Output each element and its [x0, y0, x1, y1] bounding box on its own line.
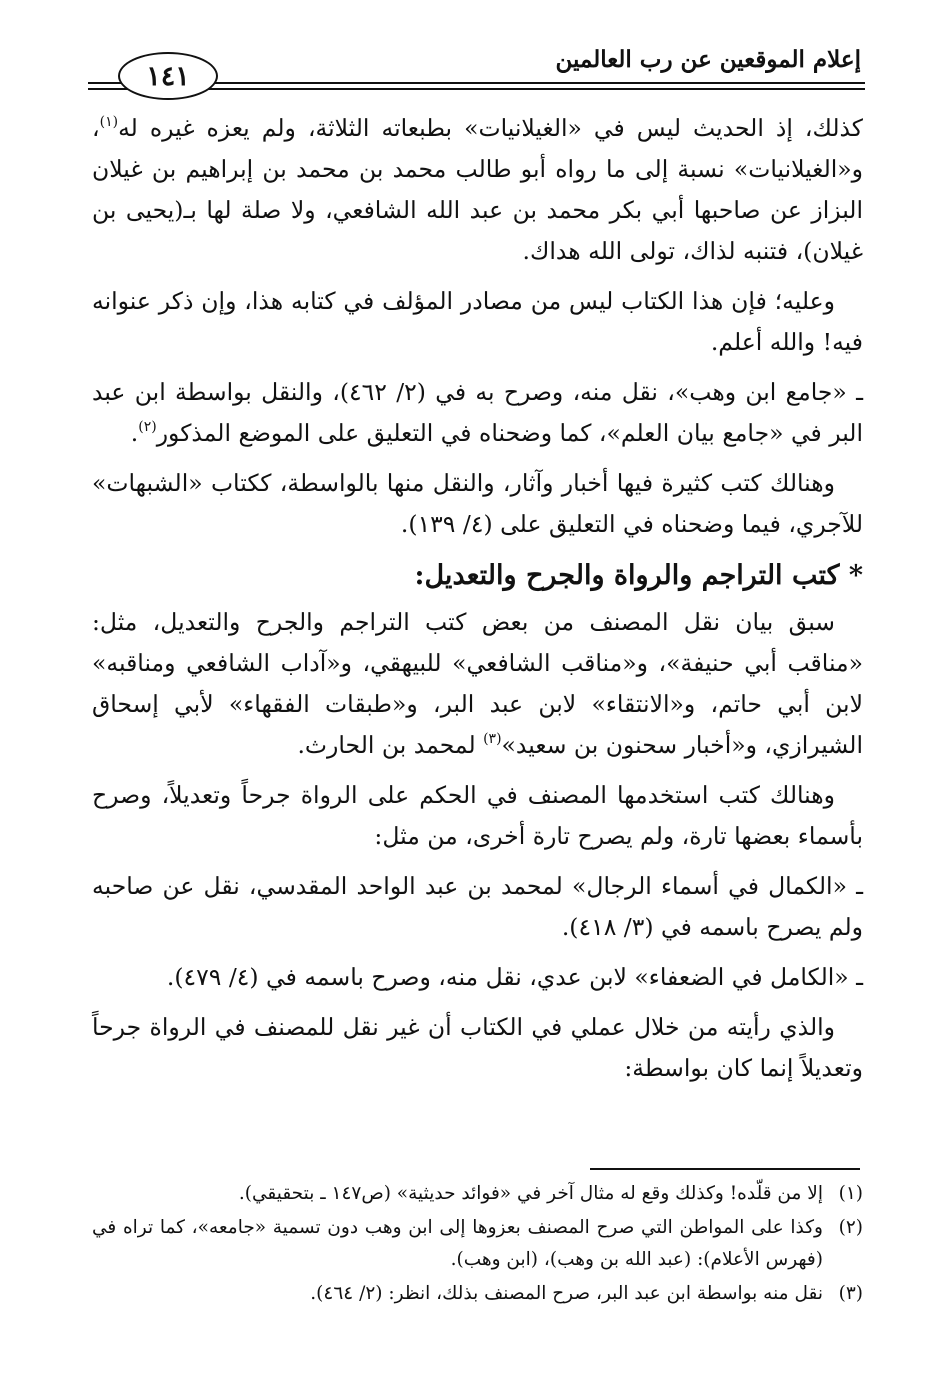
paragraph-text: . — [130, 419, 139, 447]
paragraph: ـ «الكمال في أسماء الرجال» لمحمد بن عبد الواحد المقدسي، نقل عن صاحبه ولم يصرح باسمه في (٣/ ٤١٨). — [92, 872, 863, 941]
footnote-ref: (١) — [99, 114, 119, 130]
paragraph — [92, 602, 863, 766]
main-text — [92, 108, 863, 1098]
paragraph-text: لمحمد بن الحارث. — [297, 731, 484, 759]
paragraph: وعليه؛ فإن هذا الكتاب ليس من مصادر المؤلف في كتابه هذا، وإن ذكر عنوانه فيه! والله أعلم. — [92, 287, 863, 356]
footnotes — [92, 1178, 863, 1312]
paragraph: وهنالك كتب كثيرة فيها أخبار وآثار، والنقل منها بالواسطة، ككتاب «الشبهات» للآجري، فيما وضحناه في التعليق على (٤/ ١٣٩). — [92, 469, 863, 538]
footnote-separator — [590, 1168, 860, 1170]
section-heading: * كتب التراجم والرواة والجرح والتعديل: — [414, 560, 863, 591]
footnote — [92, 1278, 863, 1310]
paragraph-text: سبق بيان نقل المصنف من بعض كتب التراجم والجرح والتعديل، مثل: «مناقب أبي حنيفة»، و«مناقب الشافعي» للبيهقي، و«آداب الشافعي ومناقبه» لابن أبي حاتم، و«الانتقاء» لابن عبد البر، و«طبقات الفقهاء» لأبي إسحاق الشيرازي، و«أخبار سحنون بن سعيد» — [92, 608, 863, 759]
running-title: إعلام الموقعين عن رب العالمين — [555, 46, 861, 73]
footnote-ref: (٣) — [483, 731, 502, 747]
paragraph: والذي رأيته من خلال عملي في الكتاب أن غير نقل للمصنف في الرواة جرحاً وتعديلاً إنما كان بواسطة: — [92, 1013, 863, 1082]
footnote-number: (٣) — [838, 1283, 863, 1304]
page-header — [88, 38, 865, 100]
footnote-ref: (٢) — [138, 419, 157, 435]
footnote-number: (٢) — [838, 1217, 863, 1238]
footnote-text: إلا من قلّده! وكذلك وقع له مثال آخر في «فوائد حديثية» (ص١٤٧ ـ بتحقيقي). — [238, 1183, 823, 1204]
page-number: ١٤١ — [118, 52, 218, 100]
footnote-text: نقل منه بواسطة ابن عبد البر، صرح المصنف بذلك، انظر: (٢/ ٤٦٤). — [310, 1283, 823, 1304]
footnote — [92, 1178, 863, 1210]
paragraph-text: ـ «جامع ابن وهب»، نقل منه، وصرح به في (٢/ ٤٦٢)، والنقل بواسطة ابن عبد البر في «جامع بيان العلم»، كما وضحناه في التعليق على الموضع المذكور — [92, 378, 864, 447]
paragraph — [92, 108, 863, 272]
paragraph-text: ، و«الغيلانيات» نسبة إلى ما رواه أبو طالب محمد بن محمد بن إبراهيم بن غيلان البزاز عن صاحبها أبي بكر محمد بن عبد الله الشافعي، ولا صلة لها بـ(يحيى بن غيلان)، فتنبه لذاك، تولى الله هداك. — [92, 114, 863, 265]
paragraph-text: كذلك، إذ الحديث ليس في «الغيلانيات» بطبعاته الثلاثة، ولم يعزه غيره له — [118, 114, 863, 142]
footnote — [92, 1212, 863, 1276]
paragraph — [92, 372, 863, 454]
footnote-text: وكذا على المواطن التي صرح المصنف بعزوها إلى ابن وهب دون تسمية «جامعه»، كما تراه في (فهرس الأعلام): (عبد الله بن وهب)، (ابن وهب). — [92, 1217, 823, 1270]
paragraph: وهنالك كتب استخدمها المصنف في الحكم على الرواة جرحاً وتعديلاً، وصرح بأسماء بعضها تارة، ولم يصرح تارة أخرى، من مثل: — [92, 781, 863, 850]
footnote-number: (١) — [838, 1183, 863, 1204]
paragraph: ـ «الكامل في الضعفاء» لابن عدي، نقل منه، وصرح باسمه في (٤/ ٤٧٩). — [166, 963, 863, 991]
